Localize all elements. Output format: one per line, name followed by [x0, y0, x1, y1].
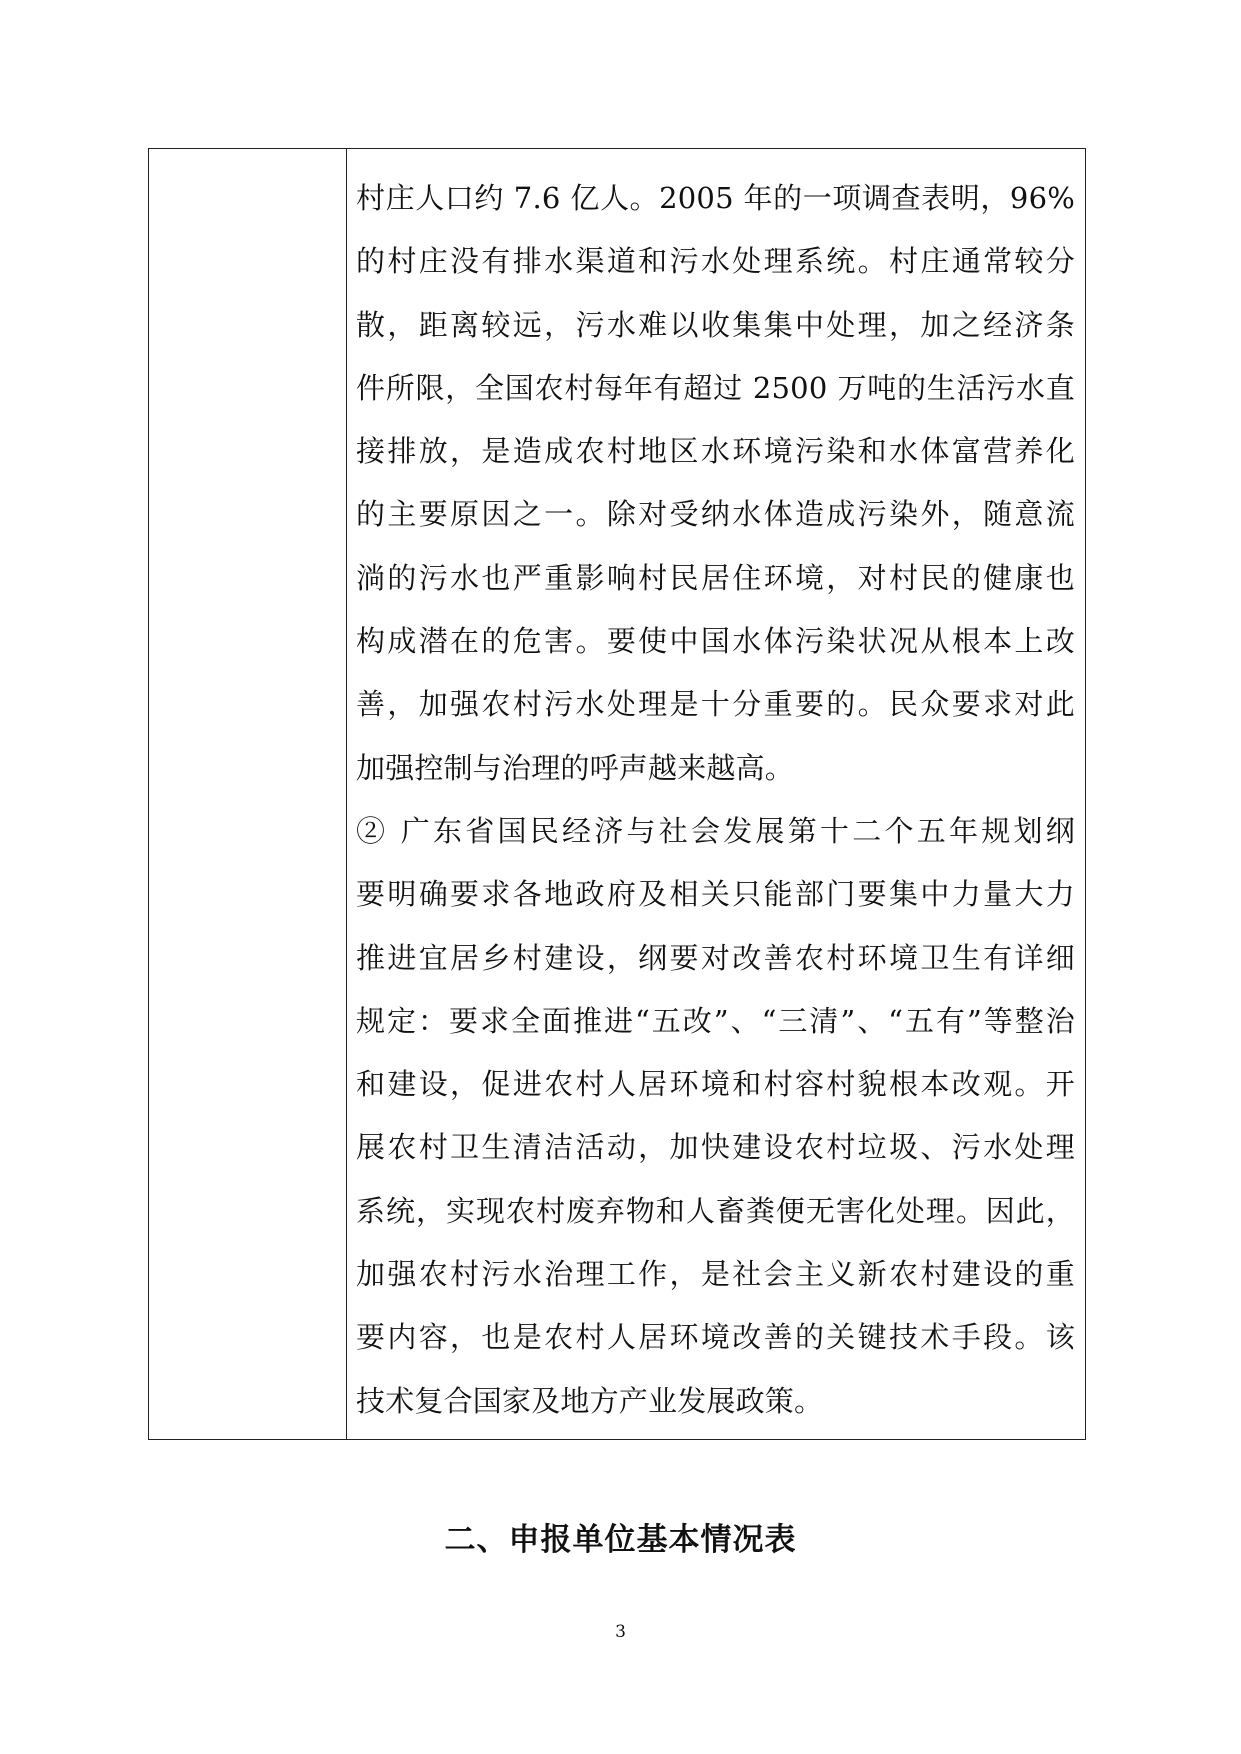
content-table	[148, 148, 1086, 1440]
paragraph-line: 的主要原因之一。除对受纳水体造成污染外，随意流	[356, 497, 1075, 532]
paragraph-line: 规定：要求全面推进“五改”、“三清”、“五有”等整治	[356, 1003, 1075, 1038]
paragraph-line: 要明确要求各地政府及相关只能部门要集中力量大力	[356, 877, 1075, 912]
paragraph-line: 加强控制与治理的呼声越来越高。	[356, 750, 795, 785]
paragraph-line: 加强农村污水治理工作，是社会主义新农村建设的重	[356, 1257, 1075, 1292]
paragraph-line: 要内容，也是农村人居环境改善的关键技术手段。该	[356, 1320, 1075, 1355]
paragraph-line: 淌的污水也严重影响村民居住环境，对村民的健康也	[356, 560, 1075, 595]
paragraph-line: 展农村卫生清洁活动，加快建设农村垃圾、污水处理	[356, 1130, 1075, 1165]
paragraph-line: 善，加强农村污水处理是十分重要的。民众要求对此	[356, 687, 1075, 722]
paragraph-line: 构成潜在的危害。要使中国水体污染状况从根本上改	[356, 624, 1075, 659]
paragraph-line: 技术复合国家及地方产业发展政策。	[356, 1383, 824, 1418]
paragraph-line: 散，距离较远，污水难以收集集中处理，加之经济条	[356, 307, 1075, 342]
paragraph-line: ② 广东省国民经济与社会发展第十二个五年规划纲	[356, 813, 1075, 848]
page-number: 3	[615, 1622, 626, 1642]
paragraph-line: 村庄人口约 7.6 亿人。2005 年的一项调查表明，96%	[356, 181, 1075, 215]
paragraph-line: 的村庄没有排水渠道和污水处理系统。村庄通常较分	[356, 244, 1075, 279]
section-title: 二、申报单位基本情况表	[444, 1522, 797, 1558]
paragraph-line: 系统，实现农村废弃物和人畜粪便无害化处理。因此，	[356, 1193, 1075, 1228]
paragraph-line: 件所限，全国农村每年有超过 2500 万吨的生活污水直	[356, 370, 1075, 405]
paragraph-line: 推进宜居乡村建设，纲要对改善农村环境卫生有详细	[356, 940, 1075, 975]
paragraph-line: 接排放，是造成农村地区水环境污染和水体富营养化	[356, 434, 1075, 469]
paragraph-line: 和建设，促进农村人居环境和村容村貌根本改观。开	[356, 1067, 1075, 1102]
table-left-cell	[149, 149, 347, 1439]
table-right-cell	[347, 149, 1085, 1439]
